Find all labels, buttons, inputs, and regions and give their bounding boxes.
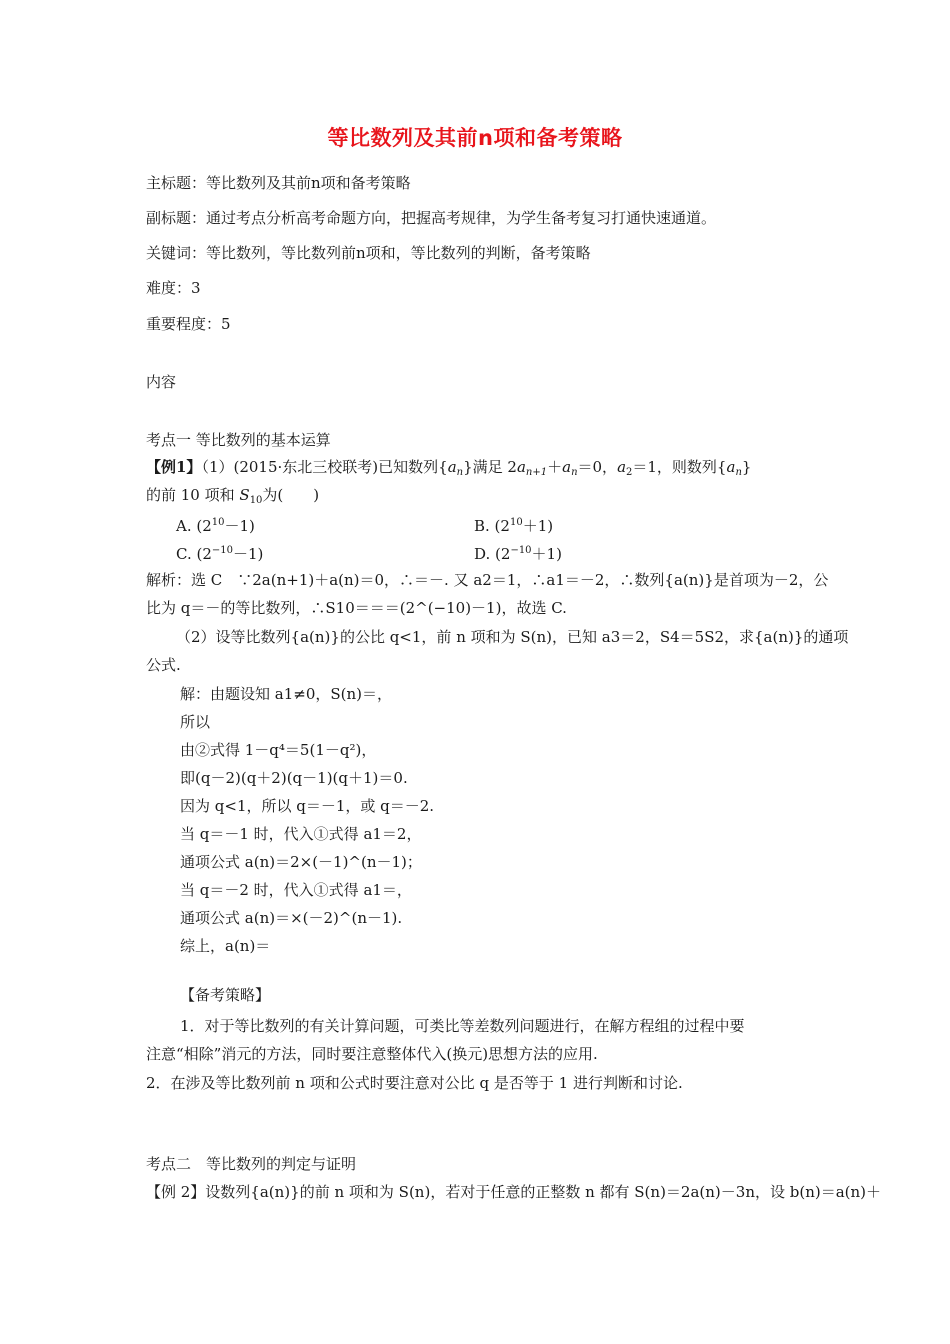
solution1-line2: 比为 q＝－的等比数列，∴S10＝＝＝(2^(−10)－1)，故选 C. (146, 599, 567, 617)
solution2-line: 通项公式 a(n)＝×(－2)^(n－1). (180, 909, 403, 927)
subtitle-line: 副标题：通过考点分析高考命题方向，把握高考规律，为学生备考复习打通快速通道。 (146, 209, 717, 227)
document-title: 等比数列及其前n项和备考策略 (327, 126, 623, 150)
solution2-line: 当 q＝－1 时，代入①式得 a1＝2， (180, 825, 422, 843)
strategy-item1-line1: 1．对于等比数列的有关计算问题，可类比等差数列问题进行，在解方程组的过程中要 (180, 1017, 745, 1035)
example1-label: 【例1】 (146, 458, 202, 476)
solution1-line1: 解析：选 C ∵2a(n+1)＋a(n)＝0，∴＝－. 又 a2＝1，∴a1＝－2，∴数列{a(n)}是首项为－2，公 (146, 571, 829, 589)
solution2-line: 通项公式 a(n)＝2×(－1)^(n－1)； (180, 853, 422, 871)
solution2-line: 由②式得 1－q⁴＝5(1－q²)， (180, 741, 377, 759)
example2-stem: 【例 2】设数列{a(n)}的前 n 项和为 S(n)，若对于任意的正整数 n 都有 S(n)＝2a(n)－3n，设 b(n)＝a(n)＋ (146, 1183, 882, 1201)
strategy-heading: 【备考策略】 (180, 986, 271, 1004)
option-c: C. $(2^{-10}-1)$ (176, 545, 264, 563)
main-title-line: 主标题：等比数列及其前n项和备考策略 (146, 174, 411, 192)
keywords-line: 关键词：等比数列，等比数列前n项和，等比数列的判断，备考策略 (146, 244, 591, 262)
strategy-item2: 2．在涉及等比数列前 n 项和公式时要注意对公比 q 是否等于 1 进行判断和讨论. (146, 1074, 683, 1092)
option-a: A. $(2^{10}-1)$ (176, 517, 255, 535)
strategy-item1-line2: 注意“相除”消元的方法，同时要注意整体代入(换元)思想方法的应用. (146, 1045, 598, 1063)
solution2-line: 即(q－2)(q＋2)(q－1)(q＋1)＝0. (180, 769, 408, 787)
example1-stem-line2: 的前 10 项和 $S_{10}$为( ) (146, 486, 320, 506)
difficulty-line: 难度：3 (146, 279, 201, 297)
content-label: 内容 (146, 373, 177, 391)
option-d: D. $(2^{-10}+1)$ (474, 545, 562, 563)
example1-source: (2015·东北三校联考) (233, 458, 379, 476)
solution2-line: 所以 (180, 713, 211, 731)
importance-line: 重要程度：5 (146, 315, 231, 333)
example1-part2-line2: 公式. (146, 656, 181, 674)
example1-part2-line1: （2）设等比数列{a(n)}的公比 q<1，前 n 项和为 S(n)，已知 a3＝2，S4＝5S2，求{a(n)}的通项 (176, 628, 849, 646)
example1-stem-line1: 【例1】（1）(2015·东北三校联考)已知数列$\{a_n\}$满足 $2a_{n+1}+a_n=0$，$a_2=1$，则数列$\{a_n\}$ (146, 458, 752, 478)
solution2-line: 因为 q<1，所以 q＝－1，或 q＝－2. (180, 797, 435, 815)
solution2-line: 当 q＝－2 时，代入①式得 a1＝， (180, 881, 412, 899)
solution2-line: 解：由题设知 a1≠0，S(n)＝， (180, 685, 393, 703)
option-b: B. $(2^{10}+1)$ (474, 517, 554, 535)
point2-heading: 考点二 等比数列的判定与证明 (146, 1155, 357, 1173)
solution2-line: 综上，a(n)＝ (180, 937, 271, 955)
point1-heading: 考点一 等比数列的基本运算 (146, 431, 331, 449)
